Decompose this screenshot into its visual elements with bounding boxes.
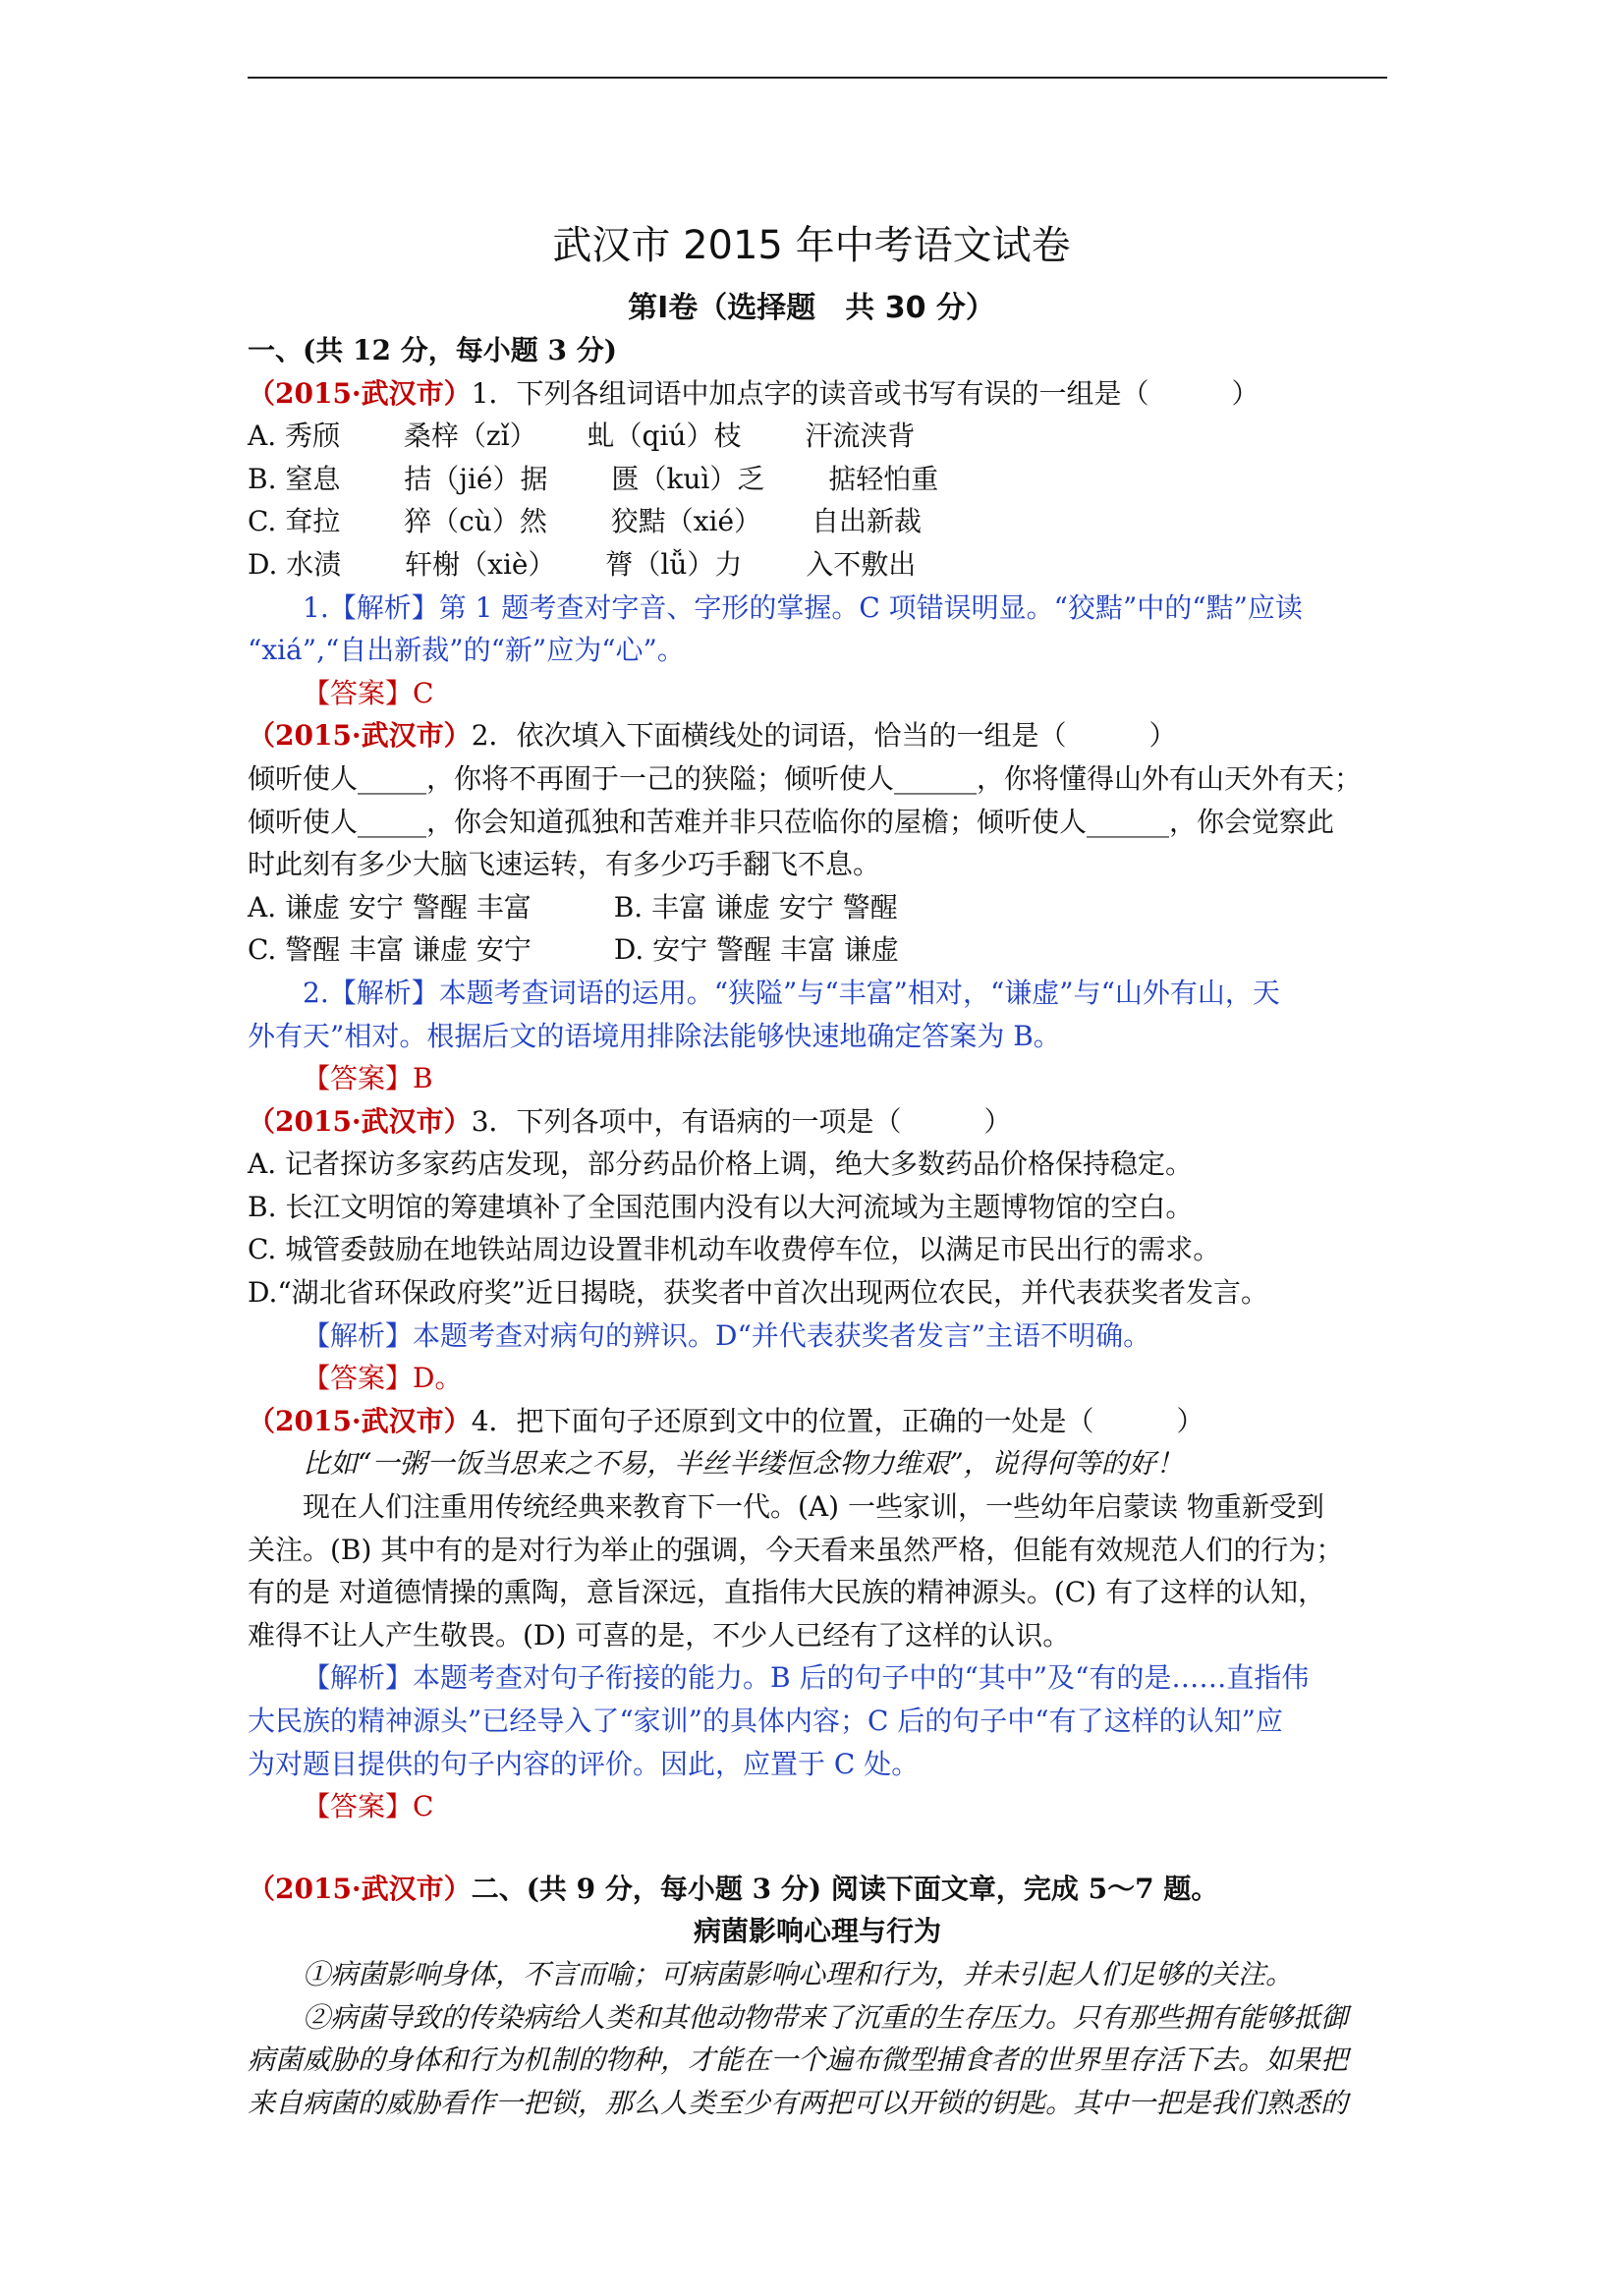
q2-stem: 2．依次填入下面横线处的词语，恰当的一组是（ ）	[471, 719, 1177, 753]
q4-stem: 4．把下面句子还原到文中的位置，正确的一处是（ ）	[471, 1404, 1204, 1437]
q2-source: （2015·武汉市）	[248, 719, 472, 753]
q3-option-a: A. 记者探访多家药店发现，部分药品价格上调，绝大多数药品价格保持稳定。	[248, 1148, 1194, 1181]
q2-passage-3: 时此刻有多少大脑飞速运转，有多少巧手翻飞不息。	[248, 848, 881, 881]
q4-stem-line	[248, 1400, 1387, 1443]
q2-answer: 【答案】B	[303, 1062, 433, 1095]
q1-option-b: B. 窒息 拮（jié）据 匮（kuì）乏 掂轻怕重	[248, 462, 939, 495]
q3-option-b: B. 长江文明馆的筹建填补了全国范围内没有以大河流域为主题博物馆的空白。	[248, 1190, 1194, 1223]
q4-source: （2015·武汉市）	[248, 1404, 472, 1437]
article-paragraph-2a: ②病菌导致的传染病给人类和其他动物带来了沉重的生存压力。只有那些拥有能够抵御	[303, 2000, 1349, 2034]
q3-stem: 3．下列各项中，有语病的一项是（ ）	[471, 1104, 1012, 1138]
article-paragraph-2b: 病菌威胁的身体和行为机制的物种，才能在一个遍布微型捕食者的世界里存活下去。如果把	[248, 2044, 1349, 2077]
q3-explanation: 【解析】本题考查对病句的辨识。D“并代表获奖者发言”主语不明确。	[303, 1318, 1151, 1352]
q1-option-c: C. 耷拉 猝（cù）然 狡黠（xié） 自出新裁	[248, 505, 922, 538]
exam-body	[248, 329, 1387, 2124]
exam-subtitle: 第Ⅰ卷（选择题 共 30 分）	[628, 291, 995, 325]
q3-source: （2015·武汉市）	[248, 1104, 472, 1138]
q2-options-ab: A. 谦虚 安宁 警醒 丰富 B. 丰富 谦虚 安宁 警醒	[248, 890, 898, 924]
q4-passage-4: 难得不让人产生敬畏。(D) 可喜的是，不少人已经有了这样的认识。	[248, 1618, 1071, 1652]
q1-stem-line	[248, 372, 1387, 416]
q4-explanation-1: 【解析】本题考查对句子衔接的能力。B 后的句子中的“其中”及“有的是……直指伟	[303, 1661, 1310, 1695]
q4-answer: 【答案】C	[303, 1790, 434, 1823]
header-rule	[248, 77, 1387, 79]
q4-explanation-3: 为对题目提供的句子内容的评价。因此，应置于 C 处。	[248, 1747, 920, 1780]
q2-passage-2: 倾听使人_____，你会知道孤独和苦难并非只莅临你的屋檐；倾听使人______，你会觉察此	[248, 805, 1335, 838]
q3-option-d: D.“湖北省环保政府奖”近日揭晓，获奖者中首次出现两位农民，并代表获奖者发言。	[248, 1276, 1268, 1310]
q4-explanation-2: 大民族的精神源头”已经导入了“家训”的具体内容；C 后的句子中“有了这样的认知”应	[248, 1705, 1283, 1737]
q2-stem-line	[248, 714, 1387, 757]
article-paragraph-1: ①病菌影响身体，不言而喻；可病菌影响心理和行为，并未引起人们足够的关注。	[303, 1957, 1294, 1990]
section-gap	[248, 1828, 1387, 1868]
section2-heading: 二、(共 9 分，每小题 3 分) 阅读下面文章，完成 5～7 题。	[471, 1872, 1219, 1905]
q3-answer: 【答案】D。	[303, 1362, 463, 1395]
q3-stem-line	[248, 1100, 1387, 1144]
q4-passage-2: 关注。(B) 其中有的是对行为举止的强调，今天看来虽然严格，但能有效规范人们的行为；	[248, 1533, 1344, 1566]
article-paragraph-2c: 来自病菌的威胁看作一把锁，那么人类至少有两把可以开锁的钥匙。其中一把是我们熟悉的	[248, 2086, 1349, 2119]
q1-source: （2015·武汉市）	[248, 376, 472, 410]
q1-explanation-2: “xiá”,“自出新裁”的“新”应为“心”。	[248, 634, 685, 667]
q1-option-a: A. 秀颀 桑梓（zǐ） 虬（qiú）枝 汗流浃背	[248, 420, 916, 453]
q4-passage-1: 现在人们注重用传统经典来教育下一代。(A) 一些家训，一些幼年启蒙读 物重新受到	[303, 1490, 1324, 1524]
q2-passage-1: 倾听使人_____，你将不再囿于一己的狭隘；倾听使人______，你将懂得山外有山天外有天；	[248, 761, 1363, 795]
q3-option-c: C. 城管委鼓励在地铁站周边设置非机动车收费停车位，以满足市民出行的需求。	[248, 1233, 1221, 1266]
q4-quote: 比如“一粥一饭当思来之不易，半丝半缕恒念物力维艰”，说得何等的好！	[303, 1447, 1184, 1481]
q2-explanation-2: 外有天”相对。根据后文的语境用排除法能够快速地确定答案为 B。	[248, 1019, 1061, 1052]
q1-option-d: D. 水渍 轩榭（xiè） 膂（lǚ）力 入不敷出	[248, 547, 917, 581]
article-title: 病菌影响心理与行为	[693, 1915, 941, 1948]
q1-explanation-1: 1.【解析】第 1 题考查对字音、字形的掌握。C 项错误明显。“狡黠”中的“黠”应读	[303, 590, 1303, 624]
q2-explanation-1: 2.【解析】本题考查词语的运用。“狭隘”与“丰富”相对，“谦虚”与“山外有山，天	[303, 976, 1280, 1009]
section1-heading: 一、(共 12 分，每小题 3 分)	[248, 334, 617, 366]
section2-heading-line	[248, 1868, 1387, 1911]
q1-stem: 1．下列各组词语中加点字的读音或书写有误的一组是（ ）	[471, 376, 1259, 410]
q2-options-cd: C. 警醒 丰富 谦虚 安宁 D. 安宁 警醒 丰富 谦虚	[248, 933, 899, 967]
q1-answer: 【答案】C	[303, 676, 434, 709]
q4-passage-3: 有的是 对道德情操的熏陶，意旨深远，直指伟大民族的精神源头。(C) 有了这样的认知，	[248, 1576, 1326, 1609]
section2-source: （2015·武汉市）	[248, 1872, 472, 1905]
exam-title: 武汉市 2015 年中考语文试卷	[552, 223, 1071, 268]
